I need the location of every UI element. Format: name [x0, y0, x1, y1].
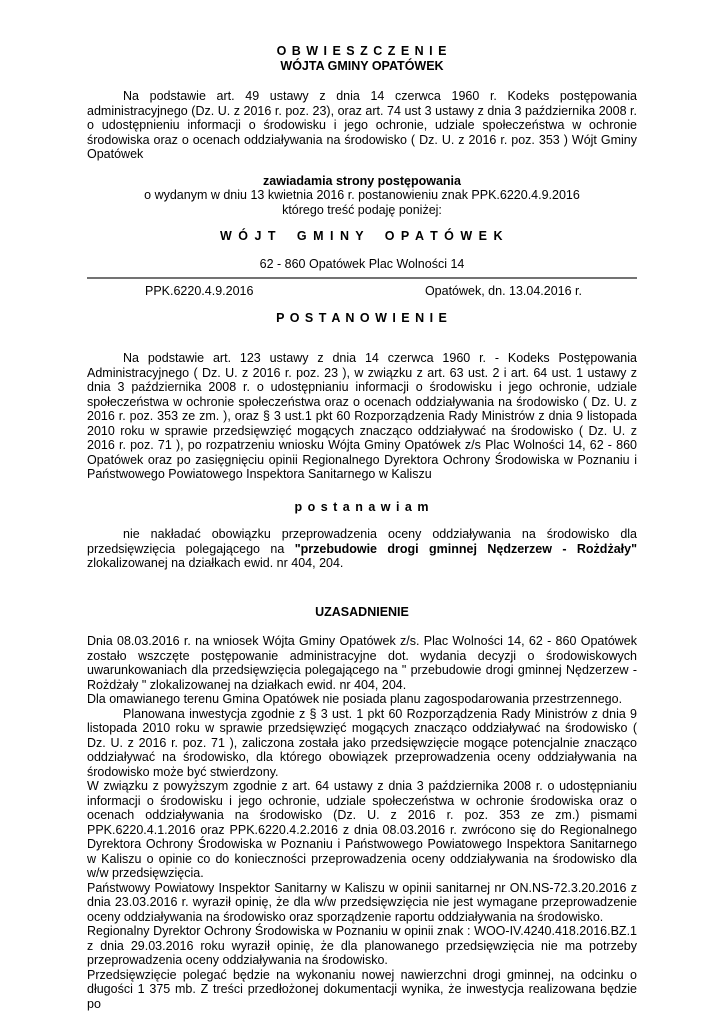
justification-paragraph: Dnia 08.03.2016 r. na wniosek Wójta Gminy Opatówek z/s. Plac Wolności 14, 62 - 860 Opatówek zostało wszczęte postępowanie administracyjne dot. wydania decyzji o środowiskowych uwarunkowaniach dla przedsięwzięcia polegającego na " przebudowie drogi gminnej Nędzerzew - Rożdżały " zlokalizowanej na działkach ewid. nr 404, 204.: [87, 634, 637, 692]
divider: [87, 277, 637, 279]
authority-name: W Ó J T G M I N Y O P A T Ó W E K: [220, 229, 504, 243]
notice-line-2: o wydanym w dniu 13 kwietnia 2016 r. postanowieniu znak PPK.6220.4.9.2016: [144, 188, 580, 202]
decision-heading: P O S T A N O W I E N I E: [276, 310, 448, 325]
announcement-title: O B W I E S Z C Z E N I E: [276, 44, 448, 58]
resolution-heading: p o s t a n a w i a m: [294, 499, 430, 514]
justification-paragraph: Dla omawianego terenu Gmina Opatówek nie posiada planu zagospodarowania przestrzennego.: [87, 692, 623, 706]
justification-heading: UZASADNIENIE: [315, 604, 409, 619]
notice-block: [87, 174, 637, 218]
notice-line-3: którego treść podaję poniżej:: [282, 202, 442, 217]
resolution-paragraph: [87, 527, 637, 571]
justification-block: [87, 634, 637, 1011]
justification-paragraph: Przedsięwzięcie polegać będzie na wykonaniu nowej nawierzchni drogi gminnej, na odcinku o długości 1 375 mb. Z treści przedłożonej dokumentacji wynika, że inwestycja realizowana będzie po: [87, 967, 637, 1011]
reference-row: [87, 284, 637, 299]
justification-paragraph: Regionalny Dyrektor Ochrony Środowiska w Poznaniu w opinii znak : WOO-IV.4240.418.2016.BZ.1 z dnia 29.03.2016 roku wyraził opinię, że dla planowanego przedsięwzięcia nie ma potrzeby przeprowadzenia oceny oddziaływania na środowisko.: [87, 924, 637, 967]
case-number: PPK.6220.4.9.2016: [145, 284, 254, 298]
authority-address: 62 - 860 Opatówek Plac Wolności 14: [259, 256, 465, 271]
justification-paragraph: W związku z powyższym zgodnie z art. 64 ustawy z dnia 3 października 2008 r. o udostępnianiu informacji o środowisku i jego ochronie, udziale społeczeństwa w ochronie środowiska oraz o ocenach oddziaływania na środowisko (Dz. U. z 2016 r. poz. 353 ze zm.) pismami PPK.6220.4.1.2016 oraz PPK.6220.4.2.2016 z dnia 08.03.2016 r. zwrócono się do Regionalnego Dyrektora Ochrony Środowiska w Poznaniu i Państwowego Powiatowego Inspektora Sanitarnego w Kaliszu o opinie co do konieczności przeprowadzenia oceny oddziaływania na środowisko dla w/w przedsięwzięcia.: [87, 779, 637, 880]
place-date: Opatówek, dn. 13.04.2016 r.: [424, 284, 582, 298]
resolution-project-name: "przebudowie drogi gminnej Nędzerzew - Rożdżały": [294, 541, 637, 556]
justification-paragraph: Planowana inwestycja zgodnie z § 3 ust. 1 pkt 60 Rozporządzenia Rady Ministrów z dnia 9 listopada 2010 roku w sprawie przedsięwzięć mogących znacząco oddziaływać na środowisko ( Dz. U. z 2016 r. poz. 71 ), zaliczona została jako przedsięwzięcie mogące potencjalnie znacząco oddziaływać na środowisko, dla którego obowiązek przeprowadzenia oceny oddziaływania na środowisko może być stwierdzony.: [87, 706, 637, 779]
announcement-subtitle: WÓJTA GMINY OPATÓWEK: [280, 58, 444, 73]
justification-paragraph: Państwowy Powiatowy Inspektor Sanitarny w Kaliszu w opinii sanitarnej nr ON.NS-72.3.20.2016 z dnia 23.03.2016 r. wyraził opinię, że dla w/w przedsięwzięcia nie jest wymagane przeprowadzenie oceny oddziaływania na środowisko oraz sporządzenie raportu oddziaływania na środowisko.: [87, 880, 637, 924]
legal-basis-paragraph: Na podstawie art. 123 ustawy z dnia 14 czerwca 1960 r. - Kodeks Postępowania Administracyjnego ( Dz. U. z 2016 r. poz. 23 ), w związku z art. 63 ust. 2 i art. 64 ust. 1 ustawy z dnia 3 października 2008 r. o udostępnianiu informacji o środowisku i jego ochronie, udziale społeczeństwa w ochronie społeczeństwa oraz o ocenach oddziaływania na środowisko ( Dz. U. z 2016 r. poz. 353 ze zm. ), oraz § 3 ust.1 pkt 60 Rozporządzenia Rady Ministrów z dnia 9 listopada 2010 roku w sprawie przedsięwzięć mogących znacząco oddziaływać na środowisko ( Dz. U. z 2016 r. poz. 71 ), po rozpatrzeniu wniosku Wójta Gminy Opatówek z/s Plac Wolności 14, 62 - 860 Opatówek oraz po zasięgnięciu opinii Regionalnego Dyrektora Ochrony Środowiska w Poznaniu i Państwowego Powiatowego Inspektora Sanitarnego w Kaliszu: [87, 351, 637, 481]
resolution-text-before: nie nakładać obowiązku przeprowadzenia oceny oddziaływania na środowisko dla przedsięwzięcia polegającego na: [87, 527, 637, 556]
notice-line-1: zawiadamia strony postępowania: [263, 173, 461, 188]
resolution-text-after: zlokalizowanej na działkach ewid. nr 404, 204.: [87, 556, 344, 570]
intro-paragraph: Na podstawie art. 49 ustawy z dnia 14 czerwca 1960 r. Kodeks postępowania administracyjnego (Dz. U. z 2016 r. poz. 23), oraz art. 74 ust 3 ustawy z dnia 3 października 2008 r. o udostępnieniu informacji o środowisku i jego ochronie, udziale społeczeństwa w ochronie środowiska oraz o ocenach oddziaływania na środowisko ( Dz. U. z 2016 r. poz. 353 ) Wójt Gminy Opatówek: [87, 89, 637, 161]
